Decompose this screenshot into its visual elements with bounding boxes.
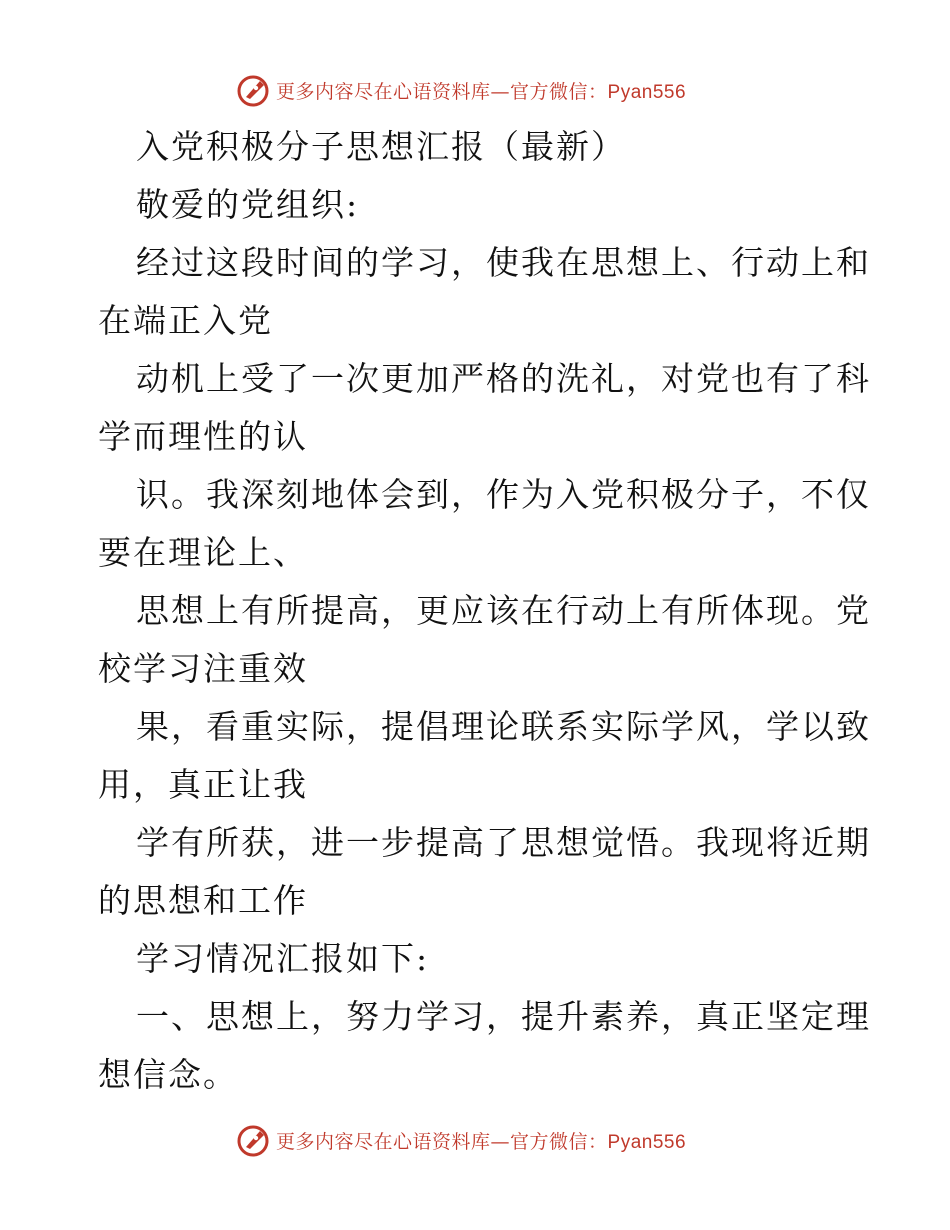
- paragraph-line: 校学习注重效: [98, 649, 308, 688]
- salutation: 敬爱的党组织:: [136, 185, 360, 224]
- banner-prefix: 更多内容尽在心语资料库: [276, 1130, 491, 1153]
- paragraph-line: 动机上受了一次更加严格的洗礼，对党也有了科: [136, 359, 871, 398]
- pen-nib-logo-icon: [236, 1123, 270, 1157]
- banner-suffix: 官方微信：: [510, 1130, 608, 1153]
- paragraph-line: 要在理论上、: [98, 533, 308, 572]
- footer-banner: [236, 1123, 686, 1157]
- paragraph-line: 经过这段时间的学习，使我在思想上、行动上和: [136, 243, 871, 282]
- banner-prefix: 更多内容尽在心语资料库: [276, 80, 491, 103]
- banner-dash: —: [490, 80, 511, 103]
- paragraph-line: 用，真正让我: [98, 765, 308, 804]
- paragraph-line: 学有所获，进一步提高了思想觉悟。我现将近期: [136, 823, 871, 862]
- banner-dash: —: [490, 1130, 511, 1153]
- banner-suffix: 官方微信：: [510, 80, 608, 103]
- paragraph-line: 果，看重实际，提倡理论联系实际学风，学以致: [136, 707, 871, 746]
- banner-text: [276, 1127, 686, 1154]
- document-title: 入党积极分子思想汇报（最新）: [136, 127, 626, 166]
- section-heading-cont: 想信念。: [98, 1055, 238, 1094]
- banner-account: Pyan556: [607, 81, 687, 103]
- banner-text: [276, 77, 686, 104]
- banner-account: Pyan556: [607, 1131, 687, 1153]
- paragraph-line: 学习情况汇报如下:: [136, 939, 430, 978]
- paragraph-line: 识。我深刻地体会到，作为入党积极分子，不仅: [136, 475, 871, 514]
- paragraph-line: 的思想和工作: [98, 881, 308, 920]
- document-body: [98, 118, 871, 1104]
- paragraph-line: 在端正入党: [98, 301, 273, 340]
- header-banner: [236, 73, 686, 107]
- pen-nib-logo-icon: [236, 73, 270, 107]
- paragraph-line: 学而理性的认: [98, 417, 308, 456]
- section-heading: 一、思想上，努力学习，提升素养，真正坚定理: [136, 997, 871, 1036]
- paragraph-line: 思想上有所提高，更应该在行动上有所体现。党: [136, 591, 871, 630]
